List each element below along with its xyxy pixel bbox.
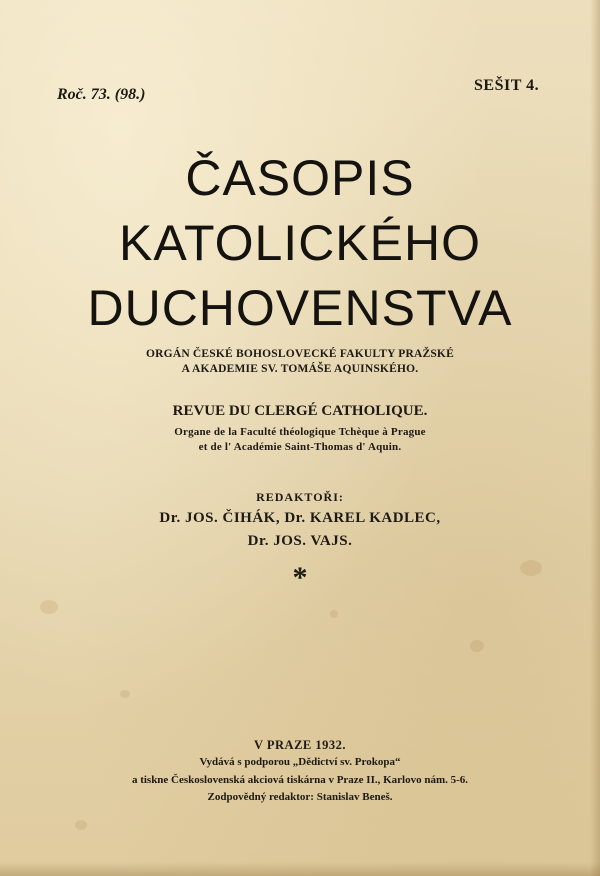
paper-stain [120, 690, 130, 698]
revue-title: REVUE DU CLERGÉ CATHOLIQUE. [172, 403, 428, 419]
title-line-1: ČASOPIS [185, 150, 415, 206]
revue-line-2: et de l' Académie Saint-Thomas d' Aquin. [198, 441, 402, 453]
organ-line-2: A AKADEMIE SV. TOMÁŠE AQUINSKÉHO. [181, 363, 419, 375]
organ-line-1: ORGÁN ČESKÉ BOHOSLOVECKÉ FAKULTY PRAŽSKÉ [146, 348, 454, 360]
asterisk-ornament: * [292, 561, 308, 594]
revue-line-1: Organe de la Faculté théologique Tchèque à Prague [174, 426, 426, 438]
title-line-2: KATOLICKÉHO [118, 215, 482, 271]
paper-stain [330, 610, 338, 618]
issue-number: SEŠIT 4. [474, 77, 540, 94]
publisher-line: Vydává s podporou „Dědictví sv. Prokopa“ [199, 756, 401, 768]
responsible-editor: Zodpovědný redaktor: Stanislav Beneš. [207, 791, 393, 803]
place-year: V PRAZE 1932. [253, 738, 347, 752]
printer-line: a tiskne Československá akciová tiskárna v Praze II., Karlovo nám. 5-6. [131, 774, 469, 786]
paper-stain [470, 640, 484, 652]
volume-number: Roč. 73. (98.) [57, 86, 146, 103]
editors-line-1: Dr. JOS. ČIHÁK, Dr. KAREL KADLEC, [159, 510, 441, 526]
editors-line-2: Dr. JOS. VAJS. [247, 533, 353, 549]
page-edge-shadow [0, 862, 600, 876]
title-line-3: DUCHOVENSTVA [87, 280, 513, 336]
paper-stain [75, 820, 87, 830]
editors-label: REDAKTOŘI: [256, 490, 344, 504]
paper-stain [40, 600, 58, 614]
